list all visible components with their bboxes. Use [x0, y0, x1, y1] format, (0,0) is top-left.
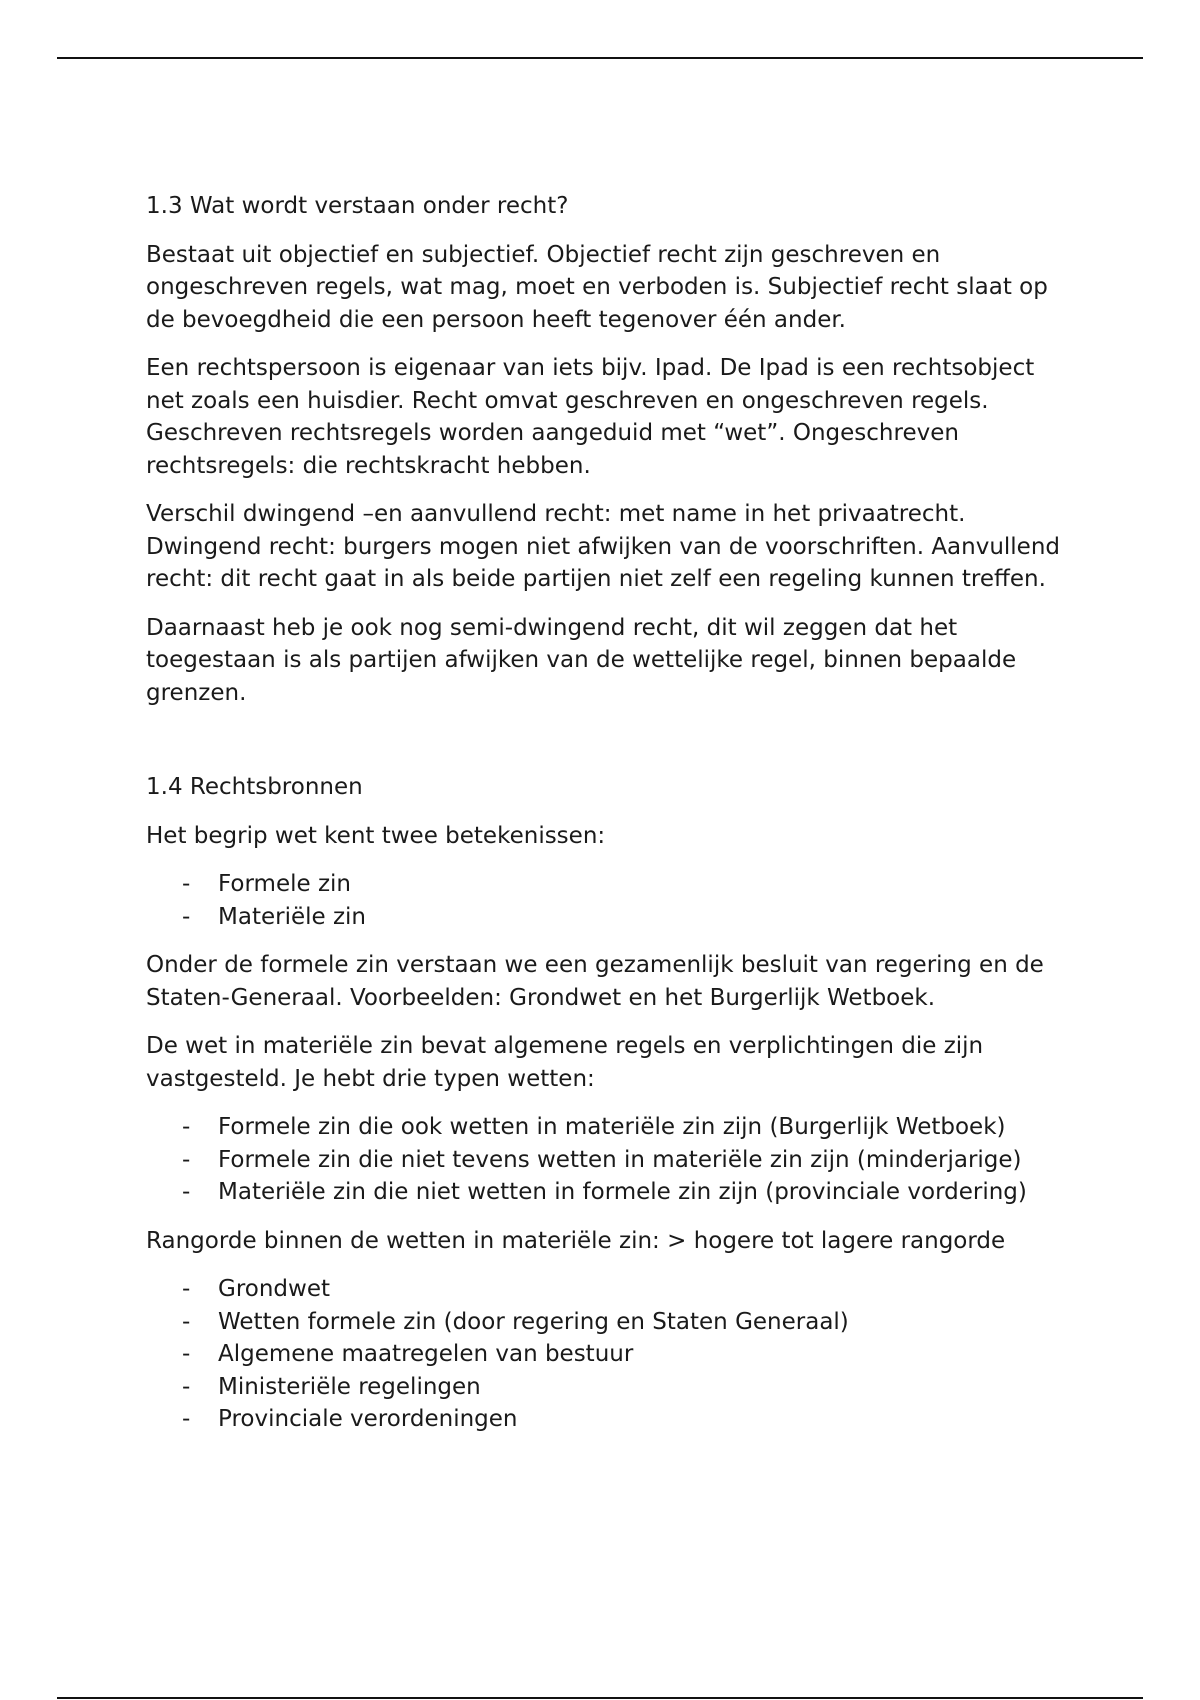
list-item [146, 1176, 1076, 1209]
list-item [146, 1111, 1076, 1144]
dash-bullet: - [182, 1146, 191, 1173]
list-item [146, 1306, 1076, 1339]
dash-bullet: - [182, 1341, 191, 1367]
list-item-text: Grondwet [218, 1276, 331, 1302]
list-item [146, 1403, 1076, 1436]
list-item [146, 1273, 1076, 1306]
paragraph-dwingend-aanvullend: Verschil dwingend –en aanvullend recht: met name in het privaatrecht. Dwingend recht: burgers mogen niet afwijken van de voorschriften. Aanvullend recht: dit recht gaat in als beide partijen niet zelf een regeling kunnen treffen. [146, 501, 1061, 592]
paragraph-semi-dwingend: Daarnaast heb je ook nog semi-dwingend recht, dit wil zeggen dat het toegestaan is als partijen afwijken van de wettelijke regel, binnen bepaalde grenzen. [146, 614, 1017, 706]
dash-bullet: - [182, 1114, 191, 1140]
dash-bullet: - [182, 1373, 191, 1400]
list-item-text: Materiële zin [218, 903, 366, 930]
paragraph-formele-zin: Onder de formele zin verstaan we een gezamenlijk besluit van regering en de Staten-Generaal. Voorbeelden: Grondwet en het Burgerlijk Wetboek. [146, 952, 1044, 1011]
list-item-text: Algemene maatregelen van bestuur [218, 1341, 634, 1367]
list-item [146, 868, 1076, 901]
dash-bullet: - [182, 1276, 191, 1302]
top-rule [57, 57, 1143, 59]
section-heading-1-4: 1.4 Rechtsbronnen [146, 774, 363, 800]
list-item [146, 1338, 1076, 1371]
section-heading-1-3: 1.3 Wat wordt verstaan onder recht? [146, 193, 569, 219]
list-item-text: Materiële zin die niet wetten in formele zin zijn (provinciale vordering) [218, 1179, 1027, 1205]
dash-bullet: - [182, 1179, 191, 1205]
paragraph-materiele-zin: De wet in materiële zin bevat algemene regels en verplichtingen die zijn vastgesteld. Je hebt drie typen wetten: [146, 1033, 984, 1092]
rangorde-list [146, 1273, 1076, 1436]
paragraph-rechtspersoon: Een rechtspersoon is eigenaar van iets bijv. Ipad. De Ipad is een rechtsobject net zoals een huisdier. Recht omvat geschreven en ongeschreven regels. Geschreven rechtsregels worden aangeduid met “wet”. Ongeschreven rechtsregels: die rechtskracht hebben. [146, 355, 1035, 479]
paragraph-rangorde: Rangorde binnen de wetten in materiële zin: > hogere tot lagere rangorde [146, 1227, 1006, 1254]
list-item-text: Wetten formele zin (door regering en Staten Generaal) [218, 1308, 849, 1335]
dash-bullet: - [182, 903, 191, 930]
dash-bullet: - [182, 1308, 191, 1335]
list-item-text: Provinciale verordeningen [218, 1406, 518, 1432]
dash-bullet: - [182, 871, 191, 897]
list-item-text: Ministeriële regelingen [218, 1373, 481, 1400]
dash-bullet: - [182, 1406, 191, 1432]
document-body [146, 190, 1076, 1452]
list-item [146, 1371, 1076, 1404]
list-item [146, 901, 1076, 934]
list-item-text: Formele zin die ook wetten in materiële zin zijn (Burgerlijk Wetboek) [218, 1114, 1006, 1140]
list-item [146, 1144, 1076, 1177]
list-item-text: Formele zin die niet tevens wetten in materiële zin zijn (minderjarige) [218, 1146, 1022, 1173]
paragraph-objectief-subjectief: Bestaat uit objectief en subjectief. Objectief recht zijn geschreven en ongeschreven regels, wat mag, moet en verboden is. Subjectief recht slaat op de bevoegdheid die een persoon heeft tegenover één ander. [146, 241, 1048, 333]
bottom-rule [57, 1697, 1143, 1699]
paragraph-begrip-wet: Het begrip wet kent twee betekenissen: [146, 822, 606, 849]
types-list [146, 1111, 1076, 1209]
list-item-text: Formele zin [218, 871, 351, 897]
meanings-list [146, 868, 1076, 933]
